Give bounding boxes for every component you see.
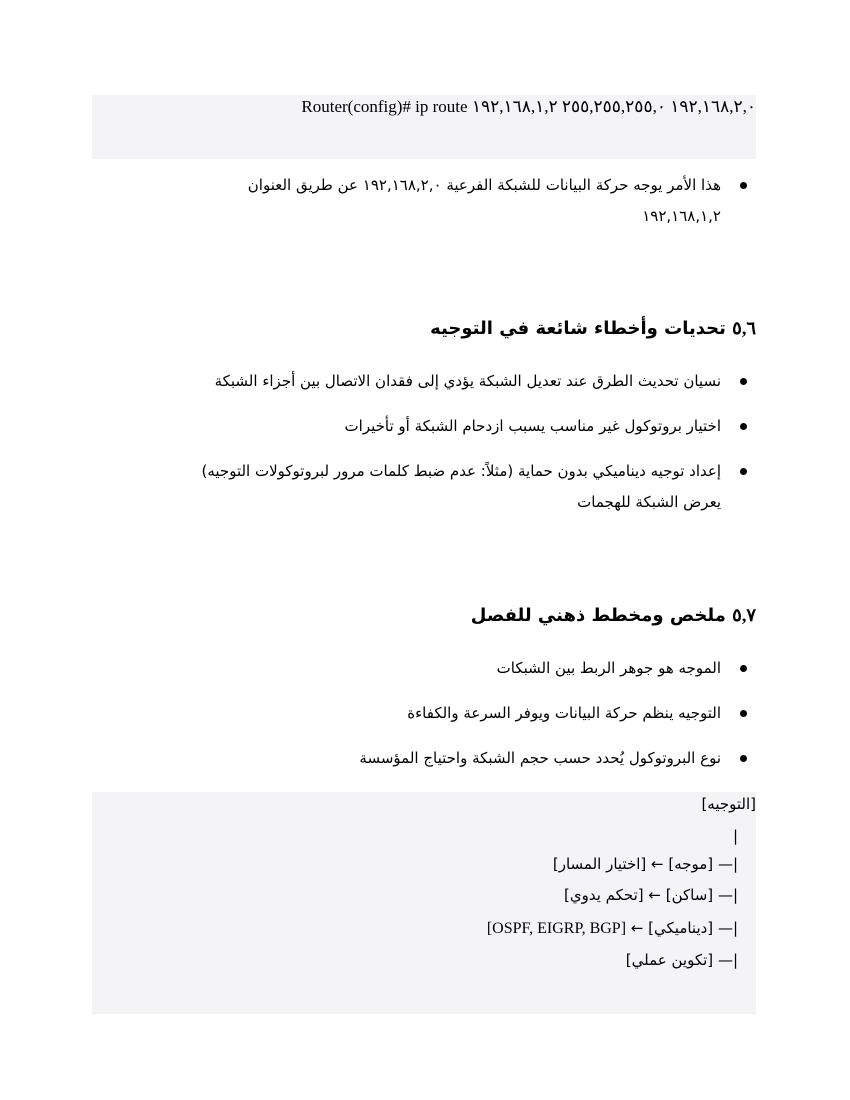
list-item-text-continued: يعرض الشبكة للهجمات: [577, 493, 721, 511]
bullet-icon: [740, 665, 747, 672]
list-item: [156, 698, 756, 729]
challenges-list: [156, 366, 756, 518]
section-heading-challenges: [430, 318, 756, 339]
mindmap-branch-text: [ساكن] ← [تحكم يدوي]: [564, 886, 714, 904]
list-item: [156, 411, 756, 442]
section-number: ٥,٦: [732, 318, 756, 338]
mindmap-trunk: |: [732, 827, 738, 845]
bullet-icon: [740, 378, 747, 385]
mindmap-branch-router: [553, 855, 738, 873]
route-command: Router(config)# ip route ١٩٢,١٦٨,٢,٠ ٢٥٥,٢٥٥,٢٥٥,٠ ١٩٢,١٦٨,١,٢: [301, 97, 756, 116]
list-item-text: إعداد توجيه ديناميكي بدون حماية (مثلاً: عدم ضبط كلمات مرور لبروتوكولات التوجيه): [201, 462, 721, 480]
mindmap-branch-dynamic: [487, 919, 738, 938]
mindmap-connector: |—: [717, 919, 738, 937]
list-item: [156, 170, 756, 232]
list-item: [156, 366, 756, 397]
mindmap-protocols: [OSPF, EIGRP, BGP]: [486, 920, 627, 937]
list-item: [156, 743, 756, 774]
explanation-line1: هذا الأمر يوجه حركة البيانات للشبكة الفرعية ١٩٢,١٦٨,٢,٠ عن طريق العنوان: [247, 176, 721, 194]
mindmap-block: [92, 792, 756, 1014]
bullet-icon: [740, 755, 747, 762]
mindmap-branch-practical: [626, 951, 738, 969]
list-item-text: الموجه هو جوهر الربط بين الشبكات: [496, 659, 721, 677]
section-title: ملخص ومخطط ذهني للفصل: [470, 605, 726, 626]
list-item-text: نسيان تحديث الطرق عند تعديل الشبكة يؤدي إلى فقدان الاتصال بين أجزاء الشبكة: [214, 372, 721, 390]
list-item-text: التوجيه ينظم حركة البيانات ويوفر السرعة والكفاءة: [407, 704, 721, 722]
code-block: [92, 95, 756, 159]
bullet-icon: [740, 423, 747, 430]
section-number: ٥,٧: [732, 605, 756, 625]
bullet-icon: [740, 182, 747, 189]
explanation-list: [156, 170, 756, 232]
explanation-line2: ١٩٢,١٦٨,١,٢: [642, 207, 721, 225]
list-item: [156, 653, 756, 684]
bullet-icon: [740, 710, 747, 717]
mindmap-branch-text: [ديناميكي] ←: [630, 919, 714, 937]
mindmap-root: [التوجيه]: [701, 795, 756, 813]
summary-list: [156, 653, 756, 774]
section-heading-summary: [471, 605, 756, 626]
list-item-text: نوع البروتوكول يُحدد حسب حجم الشبكة واحتياج المؤسسة: [359, 749, 721, 767]
mindmap-connector: |—: [717, 951, 738, 969]
mindmap-connector: |—: [717, 886, 738, 904]
list-item-text: اختيار بروتوكول غير مناسب يسبب ازدحام الشبكة أو تأخيرات: [344, 417, 721, 435]
mindmap-connector: |—: [717, 855, 738, 873]
mindmap-branch-text: [موجه] ← [اختيار المسار]: [552, 855, 714, 873]
mindmap-branch-text: [تكوين عملي]: [625, 951, 714, 969]
list-item: [156, 456, 756, 518]
mindmap-branch-static: [564, 886, 738, 904]
bullet-icon: [740, 468, 747, 475]
section-title: تحديات وأخطاء شائعة في التوجيه: [430, 318, 726, 339]
